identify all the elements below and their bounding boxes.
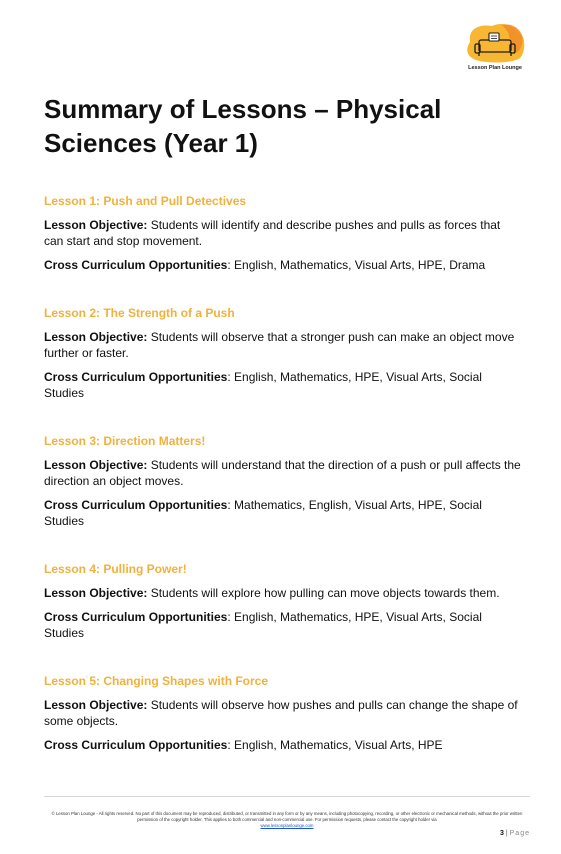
lesson-cross-curriculum [44,257,522,273]
lesson-objective [44,697,522,729]
objective-label: Lesson Objective: [44,458,148,472]
objective-label: Lesson Objective: [44,698,148,712]
page-number [470,830,530,837]
copyright-text: © Lesson Plan Lounge - All rights reserved. No part of this document may be reproduced, distributed, or transmitted in any form or by any means, including photocopying, recording, or other electronic or mechanical methods, without the prior written permission of the copyright holder. This applies to both commercial and non-commercial use. For permission requests, please contact the copyright holder via [51,811,523,822]
lesson-objective [44,585,522,601]
objective-text: Students will observe that a stronger push can make an object move further or faster. [44,330,515,360]
lesson-list [44,193,522,753]
cross-curriculum-text: : Mathematics, English, Visual Arts, HPE, Social Studies [44,498,482,528]
objective-text: Students will explore how pulling can move objects towards them. [150,586,500,600]
page-separator: | [503,830,510,837]
lesson-title: Lesson 5: Changing Shapes with Force [44,674,269,688]
cross-curriculum-label: Cross Curriculum Opportunities [44,738,228,752]
lesson-cross-curriculum [44,737,522,753]
lesson-3 [44,433,522,529]
logo-wordmark: Lesson Plan Lounge [468,65,522,71]
lesson-title: Lesson 1: Push and Pull Detectives [44,194,247,208]
page-number-value: 3 [500,830,504,837]
cross-curriculum-text: : English, Mathematics, Visual Arts, HPE [227,738,443,752]
lesson-5 [44,673,522,753]
lesson-title: Lesson 2: The Strength of a Push [44,306,235,320]
lesson-cross-curriculum [44,609,522,641]
lesson-title: Lesson 4: Pulling Power! [44,562,187,576]
page-title: Summary of Lessons – Physical Sciences (Year 1) [44,94,442,158]
lesson-objective [44,329,522,361]
lesson-2 [44,305,522,401]
website-link[interactable]: www.lessonplanlounge.com [260,823,314,828]
objective-text: Students will identify and describe pushes and pulls as forces that can start and stop movement. [44,218,501,248]
objective-text: Students will observe how pushes and pulls can change the shape of some objects. [44,698,518,728]
cross-curriculum-text: : English, Mathematics, Visual Arts, HPE, Drama [227,258,486,272]
objective-text: Students will understand that the direction of a push or pull affects the direction an object moves. [44,458,521,488]
lesson-4 [44,561,522,641]
cross-curriculum-label: Cross Curriculum Opportunities [44,610,228,624]
lesson-cross-curriculum [44,497,522,529]
lesson-cross-curriculum [44,369,522,401]
footer-divider [44,796,530,797]
objective-label: Lesson Objective: [44,586,148,600]
footer-copyright [44,811,530,829]
lounge-chair-icon [462,22,528,66]
objective-label: Lesson Objective: [44,218,148,232]
cross-curriculum-label: Cross Curriculum Opportunities [44,370,228,384]
lesson-1 [44,193,522,273]
lesson-plan-lounge-logo [462,22,528,74]
objective-label: Lesson Objective: [44,330,148,344]
lesson-objective [44,457,522,489]
lesson-objective [44,217,522,249]
page-label: Page [509,830,530,837]
cross-curriculum-label: Cross Curriculum Opportunities [44,258,228,272]
cross-curriculum-label: Cross Curriculum Opportunities [44,498,228,512]
cross-curriculum-text: : English, Mathematics, HPE, Visual Arts, Social Studies [44,610,482,640]
cross-curriculum-text: : English, Mathematics, HPE, Visual Arts, Social Studies [44,370,482,400]
lesson-title: Lesson 3: Direction Matters! [44,434,206,448]
